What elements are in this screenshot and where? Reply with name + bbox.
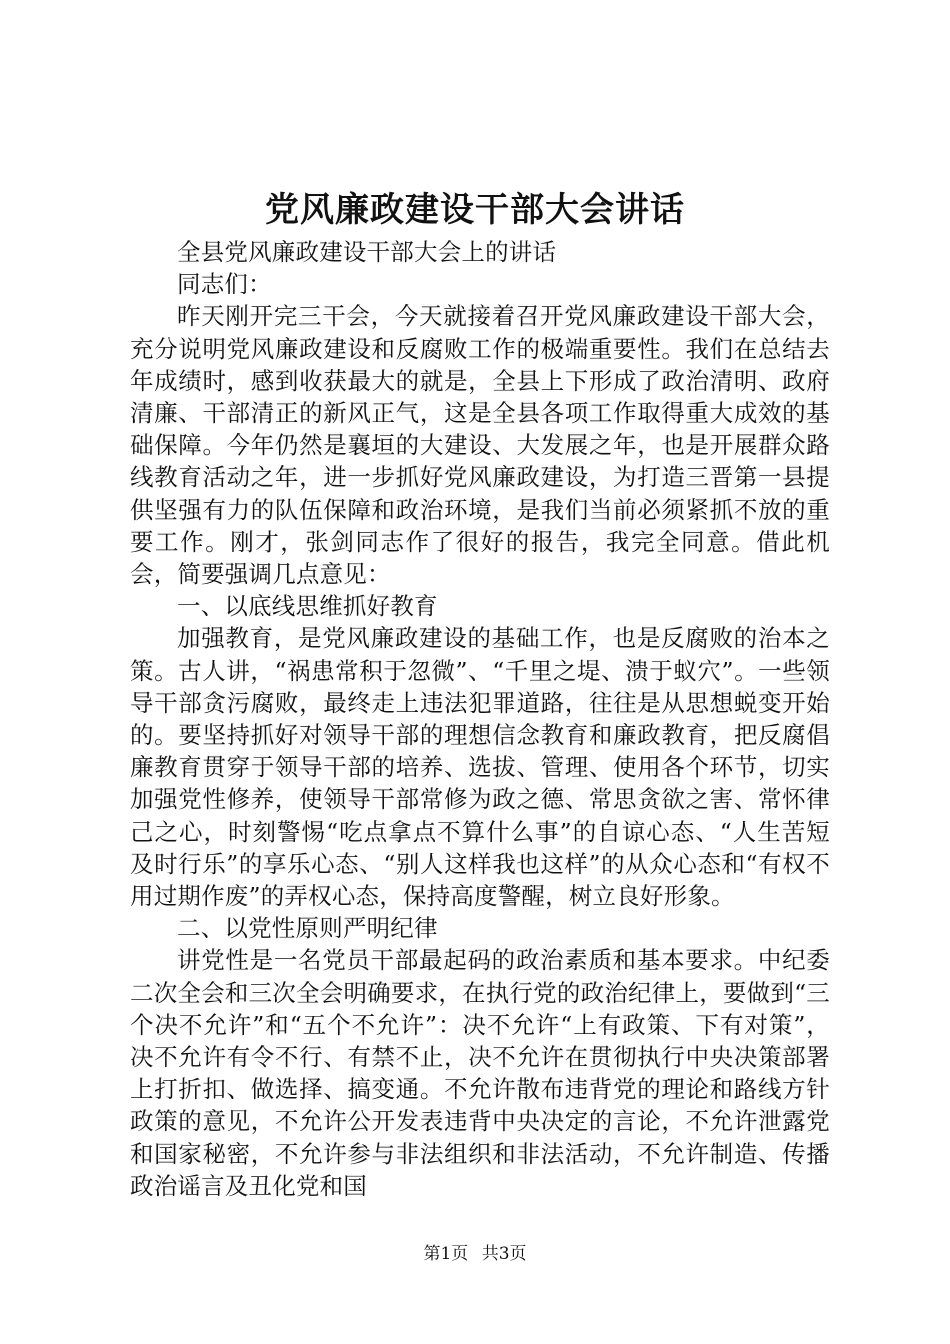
document-body <box>130 206 830 1202</box>
paragraph-education: 加强教育，是党风廉政建设的基础工作，也是反腐败的治本之策。古人讲，“祸患常积于忽微”、“千里之堤、溃于蚁穴”。一些领导干部贪污腐败，最终走上违法犯罪道路，往往是从思想蜕变开始的。要坚持抓好对领导干部的理想信念教育和廉政教育，把反腐倡廉教育贯穿于领导干部的培养、选拔、管理、使用各个环节，切实加强党性修养，使领导干部常修为政之德、常思贪欲之害、常怀律己之心，时刻警惕“吃点拿点不算什么事”的自谅心态、“人生苦短及时行乐”的享乐心态、“别人这样我也这样”的从众心态和“有权不用过期作废”的弄权心态，保持高度警醒，树立良好形象。 <box>130 624 830 911</box>
document-title: 党风廉政建设干部大会讲话 <box>265 190 685 230</box>
page-footer <box>0 1242 950 1266</box>
page-number: 第1页 <box>423 1244 469 1264</box>
section-heading-1: 一、以底线思维抓好教育 <box>177 592 438 621</box>
page-total: 共3页 <box>481 1244 527 1264</box>
paragraph-intro: 昨天刚开完三干会，今天就接着召开党风廉政建设干部大会，充分说明党风廉政建设和反腐败工作的极端重要性。我们在总结去年成绩时，感到收获最大的就是，全县上下形成了政治清明、政府清廉、干部清正的新风正气，这是全县各项工作取得重大成效的基础保障。今年仍然是襄垣的大建设、大发展之年，也是开展群众路线教育活动之年，进一步抓好党风廉政建设，为打造三晋第一县提供坚强有力的队伍保障和政治环境，是我们当前必须紧抓不放的重要工作。刚才，张剑同志作了很好的报告，我完全同意。借此机会，简要强调几点意见： <box>130 302 830 589</box>
salutation: 同志们： <box>177 270 272 299</box>
speech-subtitle: 全县党风廉政建设干部大会上的讲话 <box>177 238 557 266</box>
section-heading-2: 二、以党性原则严明纪律 <box>177 914 438 943</box>
paragraph-discipline: 讲党性是一名党员干部最起码的政治素质和基本要求。中纪委二次全会和三次全会明确要求，在执行党的政治纪律上，要做到“三个决不允许”和“五个不允许”：决不允许“上有政策、下有对策”，决不允许有令不行、有禁不止，决不允许在贯彻执行中央决策部署上打折扣、做选择、搞变通。不允许散布违背党的理论和路线方针政策的意见，不允许公开发表违背中央决定的言论，不允许泄露党和国家秘密，不允许参与非法组织和非法活动，不允许制造、传播政治谣言及丑化党和国 <box>130 946 830 1200</box>
